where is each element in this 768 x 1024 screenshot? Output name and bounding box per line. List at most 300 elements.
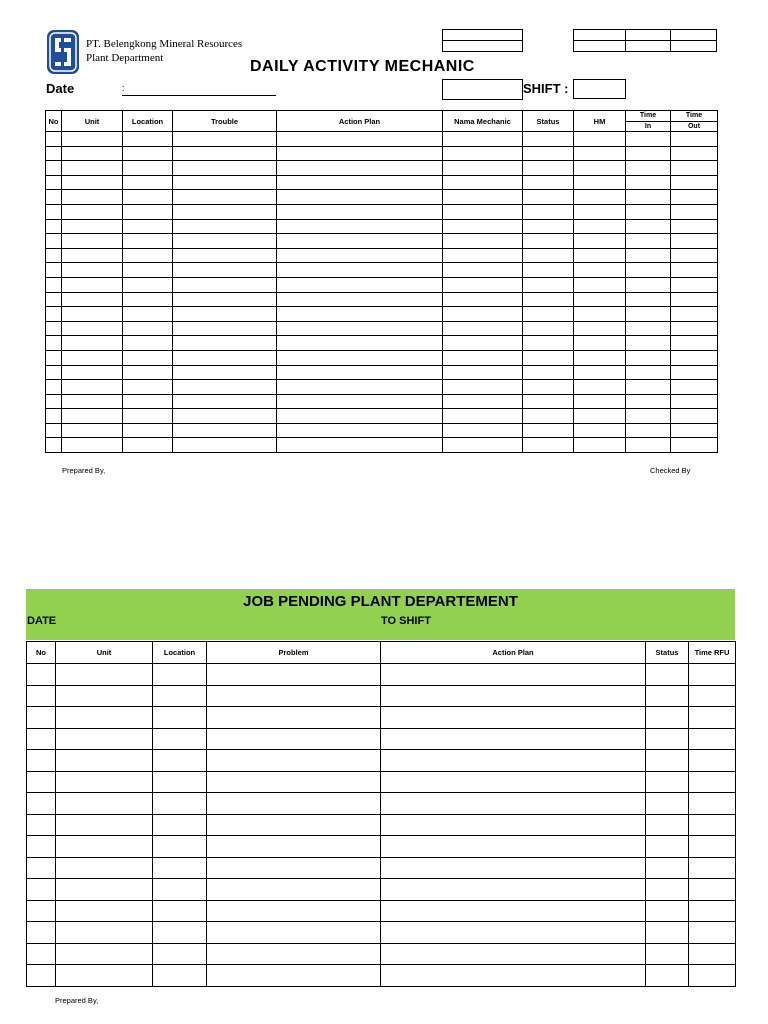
header-box-2f[interactable] bbox=[670, 40, 717, 52]
table-cell[interactable] bbox=[574, 263, 626, 278]
table-cell[interactable] bbox=[574, 161, 626, 176]
table-cell[interactable] bbox=[207, 922, 381, 944]
table-cell[interactable] bbox=[46, 190, 62, 205]
table-cell[interactable] bbox=[523, 307, 574, 322]
table-cell[interactable] bbox=[173, 248, 277, 263]
table-cell[interactable] bbox=[381, 814, 646, 836]
table-cell[interactable] bbox=[62, 307, 123, 322]
table-cell[interactable] bbox=[626, 321, 671, 336]
table-cell[interactable] bbox=[574, 219, 626, 234]
table-cell[interactable] bbox=[46, 380, 62, 395]
table-cell[interactable] bbox=[574, 204, 626, 219]
table-cell[interactable] bbox=[207, 707, 381, 729]
table-cell[interactable] bbox=[27, 879, 56, 901]
table-cell[interactable] bbox=[123, 219, 173, 234]
table-cell[interactable] bbox=[381, 965, 646, 987]
table-cell[interactable] bbox=[62, 423, 123, 438]
table-cell[interactable] bbox=[626, 423, 671, 438]
table-cell[interactable] bbox=[123, 409, 173, 424]
table-cell[interactable] bbox=[626, 190, 671, 205]
table-cell[interactable] bbox=[207, 836, 381, 858]
table-cell[interactable] bbox=[62, 204, 123, 219]
table-cell[interactable] bbox=[277, 277, 443, 292]
table-cell[interactable] bbox=[153, 943, 207, 965]
table-cell[interactable] bbox=[646, 900, 689, 922]
table-cell[interactable] bbox=[574, 321, 626, 336]
table-cell[interactable] bbox=[46, 307, 62, 322]
table-cell[interactable] bbox=[277, 350, 443, 365]
table-cell[interactable] bbox=[626, 307, 671, 322]
table-cell[interactable] bbox=[689, 707, 736, 729]
table-cell[interactable] bbox=[56, 836, 153, 858]
table-cell[interactable] bbox=[46, 175, 62, 190]
table-cell[interactable] bbox=[173, 161, 277, 176]
table-cell[interactable] bbox=[173, 350, 277, 365]
table-cell[interactable] bbox=[27, 836, 56, 858]
table-cell[interactable] bbox=[381, 943, 646, 965]
table-cell[interactable] bbox=[671, 307, 718, 322]
table-cell[interactable] bbox=[173, 423, 277, 438]
table-cell[interactable] bbox=[173, 336, 277, 351]
table-cell[interactable] bbox=[62, 336, 123, 351]
table-cell[interactable] bbox=[56, 879, 153, 901]
table-cell[interactable] bbox=[646, 793, 689, 815]
table-cell[interactable] bbox=[523, 423, 574, 438]
table-cell[interactable] bbox=[626, 219, 671, 234]
table-cell[interactable] bbox=[46, 321, 62, 336]
table-cell[interactable] bbox=[381, 900, 646, 922]
table-cell[interactable] bbox=[173, 146, 277, 161]
table-cell[interactable] bbox=[277, 321, 443, 336]
table-cell[interactable] bbox=[626, 234, 671, 249]
table-cell[interactable] bbox=[62, 394, 123, 409]
table-cell[interactable] bbox=[123, 365, 173, 380]
table-cell[interactable] bbox=[153, 922, 207, 944]
table-cell[interactable] bbox=[123, 248, 173, 263]
table-cell[interactable] bbox=[574, 380, 626, 395]
table-cell[interactable] bbox=[207, 965, 381, 987]
table-cell[interactable] bbox=[443, 234, 523, 249]
table-cell[interactable] bbox=[27, 943, 56, 965]
table-cell[interactable] bbox=[523, 219, 574, 234]
table-cell[interactable] bbox=[56, 922, 153, 944]
table-cell[interactable] bbox=[671, 219, 718, 234]
table-cell[interactable] bbox=[277, 438, 443, 453]
table-cell[interactable] bbox=[671, 365, 718, 380]
table-cell[interactable] bbox=[626, 248, 671, 263]
table-cell[interactable] bbox=[277, 161, 443, 176]
table-cell[interactable] bbox=[153, 685, 207, 707]
table-cell[interactable] bbox=[626, 336, 671, 351]
table-cell[interactable] bbox=[443, 263, 523, 278]
header-box-2d[interactable] bbox=[573, 40, 626, 52]
table-cell[interactable] bbox=[123, 292, 173, 307]
table-cell[interactable] bbox=[62, 161, 123, 176]
table-cell[interactable] bbox=[443, 161, 523, 176]
table-cell[interactable] bbox=[277, 263, 443, 278]
table-cell[interactable] bbox=[626, 409, 671, 424]
table-cell[interactable] bbox=[443, 307, 523, 322]
table-cell[interactable] bbox=[689, 857, 736, 879]
table-cell[interactable] bbox=[443, 409, 523, 424]
table-cell[interactable] bbox=[626, 350, 671, 365]
table-cell[interactable] bbox=[56, 857, 153, 879]
table-cell[interactable] bbox=[62, 234, 123, 249]
table-cell[interactable] bbox=[62, 365, 123, 380]
table-cell[interactable] bbox=[123, 380, 173, 395]
table-cell[interactable] bbox=[277, 248, 443, 263]
table-cell[interactable] bbox=[671, 409, 718, 424]
table-cell[interactable] bbox=[443, 248, 523, 263]
table-cell[interactable] bbox=[574, 394, 626, 409]
table-cell[interactable] bbox=[207, 793, 381, 815]
table-cell[interactable] bbox=[173, 263, 277, 278]
table-cell[interactable] bbox=[689, 900, 736, 922]
table-cell[interactable] bbox=[671, 175, 718, 190]
table-cell[interactable] bbox=[574, 277, 626, 292]
table-cell[interactable] bbox=[46, 350, 62, 365]
table-cell[interactable] bbox=[574, 307, 626, 322]
table-cell[interactable] bbox=[207, 685, 381, 707]
table-cell[interactable] bbox=[62, 263, 123, 278]
table-cell[interactable] bbox=[277, 219, 443, 234]
table-cell[interactable] bbox=[646, 857, 689, 879]
table-cell[interactable] bbox=[123, 190, 173, 205]
table-cell[interactable] bbox=[173, 409, 277, 424]
table-cell[interactable] bbox=[443, 321, 523, 336]
table-cell[interactable] bbox=[27, 793, 56, 815]
table-cell[interactable] bbox=[173, 190, 277, 205]
table-cell[interactable] bbox=[27, 814, 56, 836]
table-cell[interactable] bbox=[123, 277, 173, 292]
table-cell[interactable] bbox=[56, 965, 153, 987]
table-cell[interactable] bbox=[671, 248, 718, 263]
table-cell[interactable] bbox=[277, 204, 443, 219]
table-cell[interactable] bbox=[574, 132, 626, 147]
table-cell[interactable] bbox=[671, 234, 718, 249]
table-cell[interactable] bbox=[443, 380, 523, 395]
table-cell[interactable] bbox=[689, 664, 736, 686]
table-cell[interactable] bbox=[56, 793, 153, 815]
table-cell[interactable] bbox=[277, 336, 443, 351]
table-cell[interactable] bbox=[443, 175, 523, 190]
table-cell[interactable] bbox=[574, 146, 626, 161]
table-cell[interactable] bbox=[574, 423, 626, 438]
table-cell[interactable] bbox=[153, 857, 207, 879]
table-cell[interactable] bbox=[671, 350, 718, 365]
table-cell[interactable] bbox=[574, 409, 626, 424]
table-cell[interactable] bbox=[626, 132, 671, 147]
table-cell[interactable] bbox=[443, 423, 523, 438]
table-cell[interactable] bbox=[443, 277, 523, 292]
table-cell[interactable] bbox=[27, 728, 56, 750]
table-cell[interactable] bbox=[207, 728, 381, 750]
table-cell[interactable] bbox=[173, 321, 277, 336]
table-cell[interactable] bbox=[646, 943, 689, 965]
table-cell[interactable] bbox=[62, 350, 123, 365]
table-cell[interactable] bbox=[173, 204, 277, 219]
table-cell[interactable] bbox=[173, 394, 277, 409]
table-cell[interactable] bbox=[123, 321, 173, 336]
table-cell[interactable] bbox=[671, 321, 718, 336]
table-cell[interactable] bbox=[46, 423, 62, 438]
table-cell[interactable] bbox=[574, 190, 626, 205]
table-cell[interactable] bbox=[689, 685, 736, 707]
table-cell[interactable] bbox=[574, 365, 626, 380]
table-cell[interactable] bbox=[62, 409, 123, 424]
table-cell[interactable] bbox=[646, 664, 689, 686]
table-cell[interactable] bbox=[443, 394, 523, 409]
table-cell[interactable] bbox=[277, 292, 443, 307]
table-cell[interactable] bbox=[46, 132, 62, 147]
table-cell[interactable] bbox=[689, 750, 736, 772]
table-cell[interactable] bbox=[27, 857, 56, 879]
table-cell[interactable] bbox=[153, 728, 207, 750]
table-cell[interactable] bbox=[173, 292, 277, 307]
table-cell[interactable] bbox=[523, 175, 574, 190]
table-cell[interactable] bbox=[671, 146, 718, 161]
table-cell[interactable] bbox=[671, 204, 718, 219]
shift-field[interactable] bbox=[573, 79, 626, 99]
table-cell[interactable] bbox=[123, 438, 173, 453]
table-cell[interactable] bbox=[523, 438, 574, 453]
table-cell[interactable] bbox=[626, 277, 671, 292]
table-cell[interactable] bbox=[646, 728, 689, 750]
table-cell[interactable] bbox=[671, 336, 718, 351]
table-cell[interactable] bbox=[46, 248, 62, 263]
table-cell[interactable] bbox=[56, 814, 153, 836]
table-cell[interactable] bbox=[523, 132, 574, 147]
table-cell[interactable] bbox=[646, 685, 689, 707]
table-cell[interactable] bbox=[626, 438, 671, 453]
table-cell[interactable] bbox=[56, 750, 153, 772]
table-cell[interactable] bbox=[46, 219, 62, 234]
table-cell[interactable] bbox=[62, 190, 123, 205]
table-cell[interactable] bbox=[671, 277, 718, 292]
table-cell[interactable] bbox=[62, 292, 123, 307]
table-cell[interactable] bbox=[689, 922, 736, 944]
table-cell[interactable] bbox=[671, 292, 718, 307]
header-box-2e[interactable] bbox=[625, 40, 671, 52]
table-cell[interactable] bbox=[646, 814, 689, 836]
table-cell[interactable] bbox=[62, 321, 123, 336]
table-cell[interactable] bbox=[123, 307, 173, 322]
table-cell[interactable] bbox=[46, 394, 62, 409]
table-cell[interactable] bbox=[646, 879, 689, 901]
table-cell[interactable] bbox=[207, 771, 381, 793]
table-cell[interactable] bbox=[153, 793, 207, 815]
table-cell[interactable] bbox=[56, 900, 153, 922]
table-cell[interactable] bbox=[381, 750, 646, 772]
table-cell[interactable] bbox=[689, 814, 736, 836]
table-cell[interactable] bbox=[523, 234, 574, 249]
table-cell[interactable] bbox=[574, 175, 626, 190]
table-cell[interactable] bbox=[207, 814, 381, 836]
table-cell[interactable] bbox=[27, 922, 56, 944]
table-cell[interactable] bbox=[523, 380, 574, 395]
table-cell[interactable] bbox=[381, 836, 646, 858]
table-cell[interactable] bbox=[443, 438, 523, 453]
table-cell[interactable] bbox=[62, 146, 123, 161]
table-cell[interactable] bbox=[27, 750, 56, 772]
table-cell[interactable] bbox=[153, 814, 207, 836]
table-cell[interactable] bbox=[277, 365, 443, 380]
table-cell[interactable] bbox=[62, 438, 123, 453]
table-cell[interactable] bbox=[646, 965, 689, 987]
table-cell[interactable] bbox=[523, 161, 574, 176]
table-cell[interactable] bbox=[671, 423, 718, 438]
table-cell[interactable] bbox=[646, 750, 689, 772]
table-cell[interactable] bbox=[277, 423, 443, 438]
table-cell[interactable] bbox=[626, 204, 671, 219]
table-cell[interactable] bbox=[574, 234, 626, 249]
table-cell[interactable] bbox=[56, 728, 153, 750]
table-cell[interactable] bbox=[626, 394, 671, 409]
table-cell[interactable] bbox=[626, 146, 671, 161]
table-cell[interactable] bbox=[381, 879, 646, 901]
table-cell[interactable] bbox=[689, 836, 736, 858]
table-cell[interactable] bbox=[123, 336, 173, 351]
table-cell[interactable] bbox=[46, 204, 62, 219]
table-cell[interactable] bbox=[277, 409, 443, 424]
table-cell[interactable] bbox=[443, 204, 523, 219]
table-cell[interactable] bbox=[46, 409, 62, 424]
table-cell[interactable] bbox=[207, 857, 381, 879]
table-cell[interactable] bbox=[62, 248, 123, 263]
table-cell[interactable] bbox=[123, 394, 173, 409]
table-cell[interactable] bbox=[626, 365, 671, 380]
table-cell[interactable] bbox=[523, 321, 574, 336]
table-cell[interactable] bbox=[123, 234, 173, 249]
table-cell[interactable] bbox=[443, 292, 523, 307]
table-cell[interactable] bbox=[62, 219, 123, 234]
table-cell[interactable] bbox=[689, 943, 736, 965]
table-cell[interactable] bbox=[123, 350, 173, 365]
table-cell[interactable] bbox=[574, 336, 626, 351]
table-cell[interactable] bbox=[443, 190, 523, 205]
table-cell[interactable] bbox=[523, 292, 574, 307]
table-cell[interactable] bbox=[46, 438, 62, 453]
table-cell[interactable] bbox=[153, 879, 207, 901]
table-cell[interactable] bbox=[381, 771, 646, 793]
table-cell[interactable] bbox=[689, 728, 736, 750]
table-cell[interactable] bbox=[671, 380, 718, 395]
table-cell[interactable] bbox=[381, 707, 646, 729]
table-cell[interactable] bbox=[56, 771, 153, 793]
table-cell[interactable] bbox=[27, 685, 56, 707]
table-cell[interactable] bbox=[46, 336, 62, 351]
table-cell[interactable] bbox=[523, 394, 574, 409]
table-cell[interactable] bbox=[27, 707, 56, 729]
table-cell[interactable] bbox=[123, 423, 173, 438]
table-cell[interactable] bbox=[574, 292, 626, 307]
table-cell[interactable] bbox=[173, 380, 277, 395]
table-cell[interactable] bbox=[123, 132, 173, 147]
table-cell[interactable] bbox=[523, 336, 574, 351]
table-cell[interactable] bbox=[173, 277, 277, 292]
table-cell[interactable] bbox=[646, 771, 689, 793]
table-cell[interactable] bbox=[689, 793, 736, 815]
table-cell[interactable] bbox=[27, 771, 56, 793]
table-cell[interactable] bbox=[671, 394, 718, 409]
table-cell[interactable] bbox=[62, 132, 123, 147]
table-cell[interactable] bbox=[153, 664, 207, 686]
table-cell[interactable] bbox=[626, 161, 671, 176]
table-cell[interactable] bbox=[689, 965, 736, 987]
table-cell[interactable] bbox=[277, 146, 443, 161]
table-cell[interactable] bbox=[123, 175, 173, 190]
table-cell[interactable] bbox=[671, 132, 718, 147]
table-cell[interactable] bbox=[671, 161, 718, 176]
table-cell[interactable] bbox=[443, 132, 523, 147]
table-cell[interactable] bbox=[207, 750, 381, 772]
table-cell[interactable] bbox=[27, 900, 56, 922]
table-cell[interactable] bbox=[123, 146, 173, 161]
table-cell[interactable] bbox=[123, 263, 173, 278]
table-cell[interactable] bbox=[56, 707, 153, 729]
table-cell[interactable] bbox=[574, 350, 626, 365]
table-cell[interactable] bbox=[626, 175, 671, 190]
table-cell[interactable] bbox=[207, 664, 381, 686]
table-cell[interactable] bbox=[123, 204, 173, 219]
table-cell[interactable] bbox=[626, 292, 671, 307]
table-cell[interactable] bbox=[646, 922, 689, 944]
table-cell[interactable] bbox=[277, 394, 443, 409]
table-cell[interactable] bbox=[574, 248, 626, 263]
table-cell[interactable] bbox=[153, 771, 207, 793]
table-cell[interactable] bbox=[671, 438, 718, 453]
table-cell[interactable] bbox=[626, 263, 671, 278]
table-cell[interactable] bbox=[207, 879, 381, 901]
table-cell[interactable] bbox=[173, 438, 277, 453]
table-cell[interactable] bbox=[671, 190, 718, 205]
table-cell[interactable] bbox=[523, 409, 574, 424]
table-cell[interactable] bbox=[46, 146, 62, 161]
table-cell[interactable] bbox=[277, 190, 443, 205]
table-cell[interactable] bbox=[381, 922, 646, 944]
table-cell[interactable] bbox=[443, 146, 523, 161]
table-cell[interactable] bbox=[46, 277, 62, 292]
table-cell[interactable] bbox=[46, 263, 62, 278]
table-cell[interactable] bbox=[173, 365, 277, 380]
table-cell[interactable] bbox=[173, 175, 277, 190]
table-cell[interactable] bbox=[689, 879, 736, 901]
table-cell[interactable] bbox=[626, 380, 671, 395]
table-cell[interactable] bbox=[173, 132, 277, 147]
table-cell[interactable] bbox=[56, 664, 153, 686]
table-cell[interactable] bbox=[381, 664, 646, 686]
table-cell[interactable] bbox=[56, 943, 153, 965]
table-cell[interactable] bbox=[671, 263, 718, 278]
table-cell[interactable] bbox=[523, 365, 574, 380]
table-cell[interactable] bbox=[523, 146, 574, 161]
table-cell[interactable] bbox=[523, 248, 574, 263]
table-cell[interactable] bbox=[62, 175, 123, 190]
table-cell[interactable] bbox=[523, 350, 574, 365]
table-cell[interactable] bbox=[153, 836, 207, 858]
table-cell[interactable] bbox=[523, 204, 574, 219]
table-cell[interactable] bbox=[277, 175, 443, 190]
table-cell[interactable] bbox=[381, 793, 646, 815]
table-cell[interactable] bbox=[381, 728, 646, 750]
table-cell[interactable] bbox=[62, 277, 123, 292]
table-cell[interactable] bbox=[62, 380, 123, 395]
table-cell[interactable] bbox=[443, 336, 523, 351]
table-cell[interactable] bbox=[153, 707, 207, 729]
table-cell[interactable] bbox=[27, 965, 56, 987]
table-cell[interactable] bbox=[523, 190, 574, 205]
table-cell[interactable] bbox=[523, 263, 574, 278]
